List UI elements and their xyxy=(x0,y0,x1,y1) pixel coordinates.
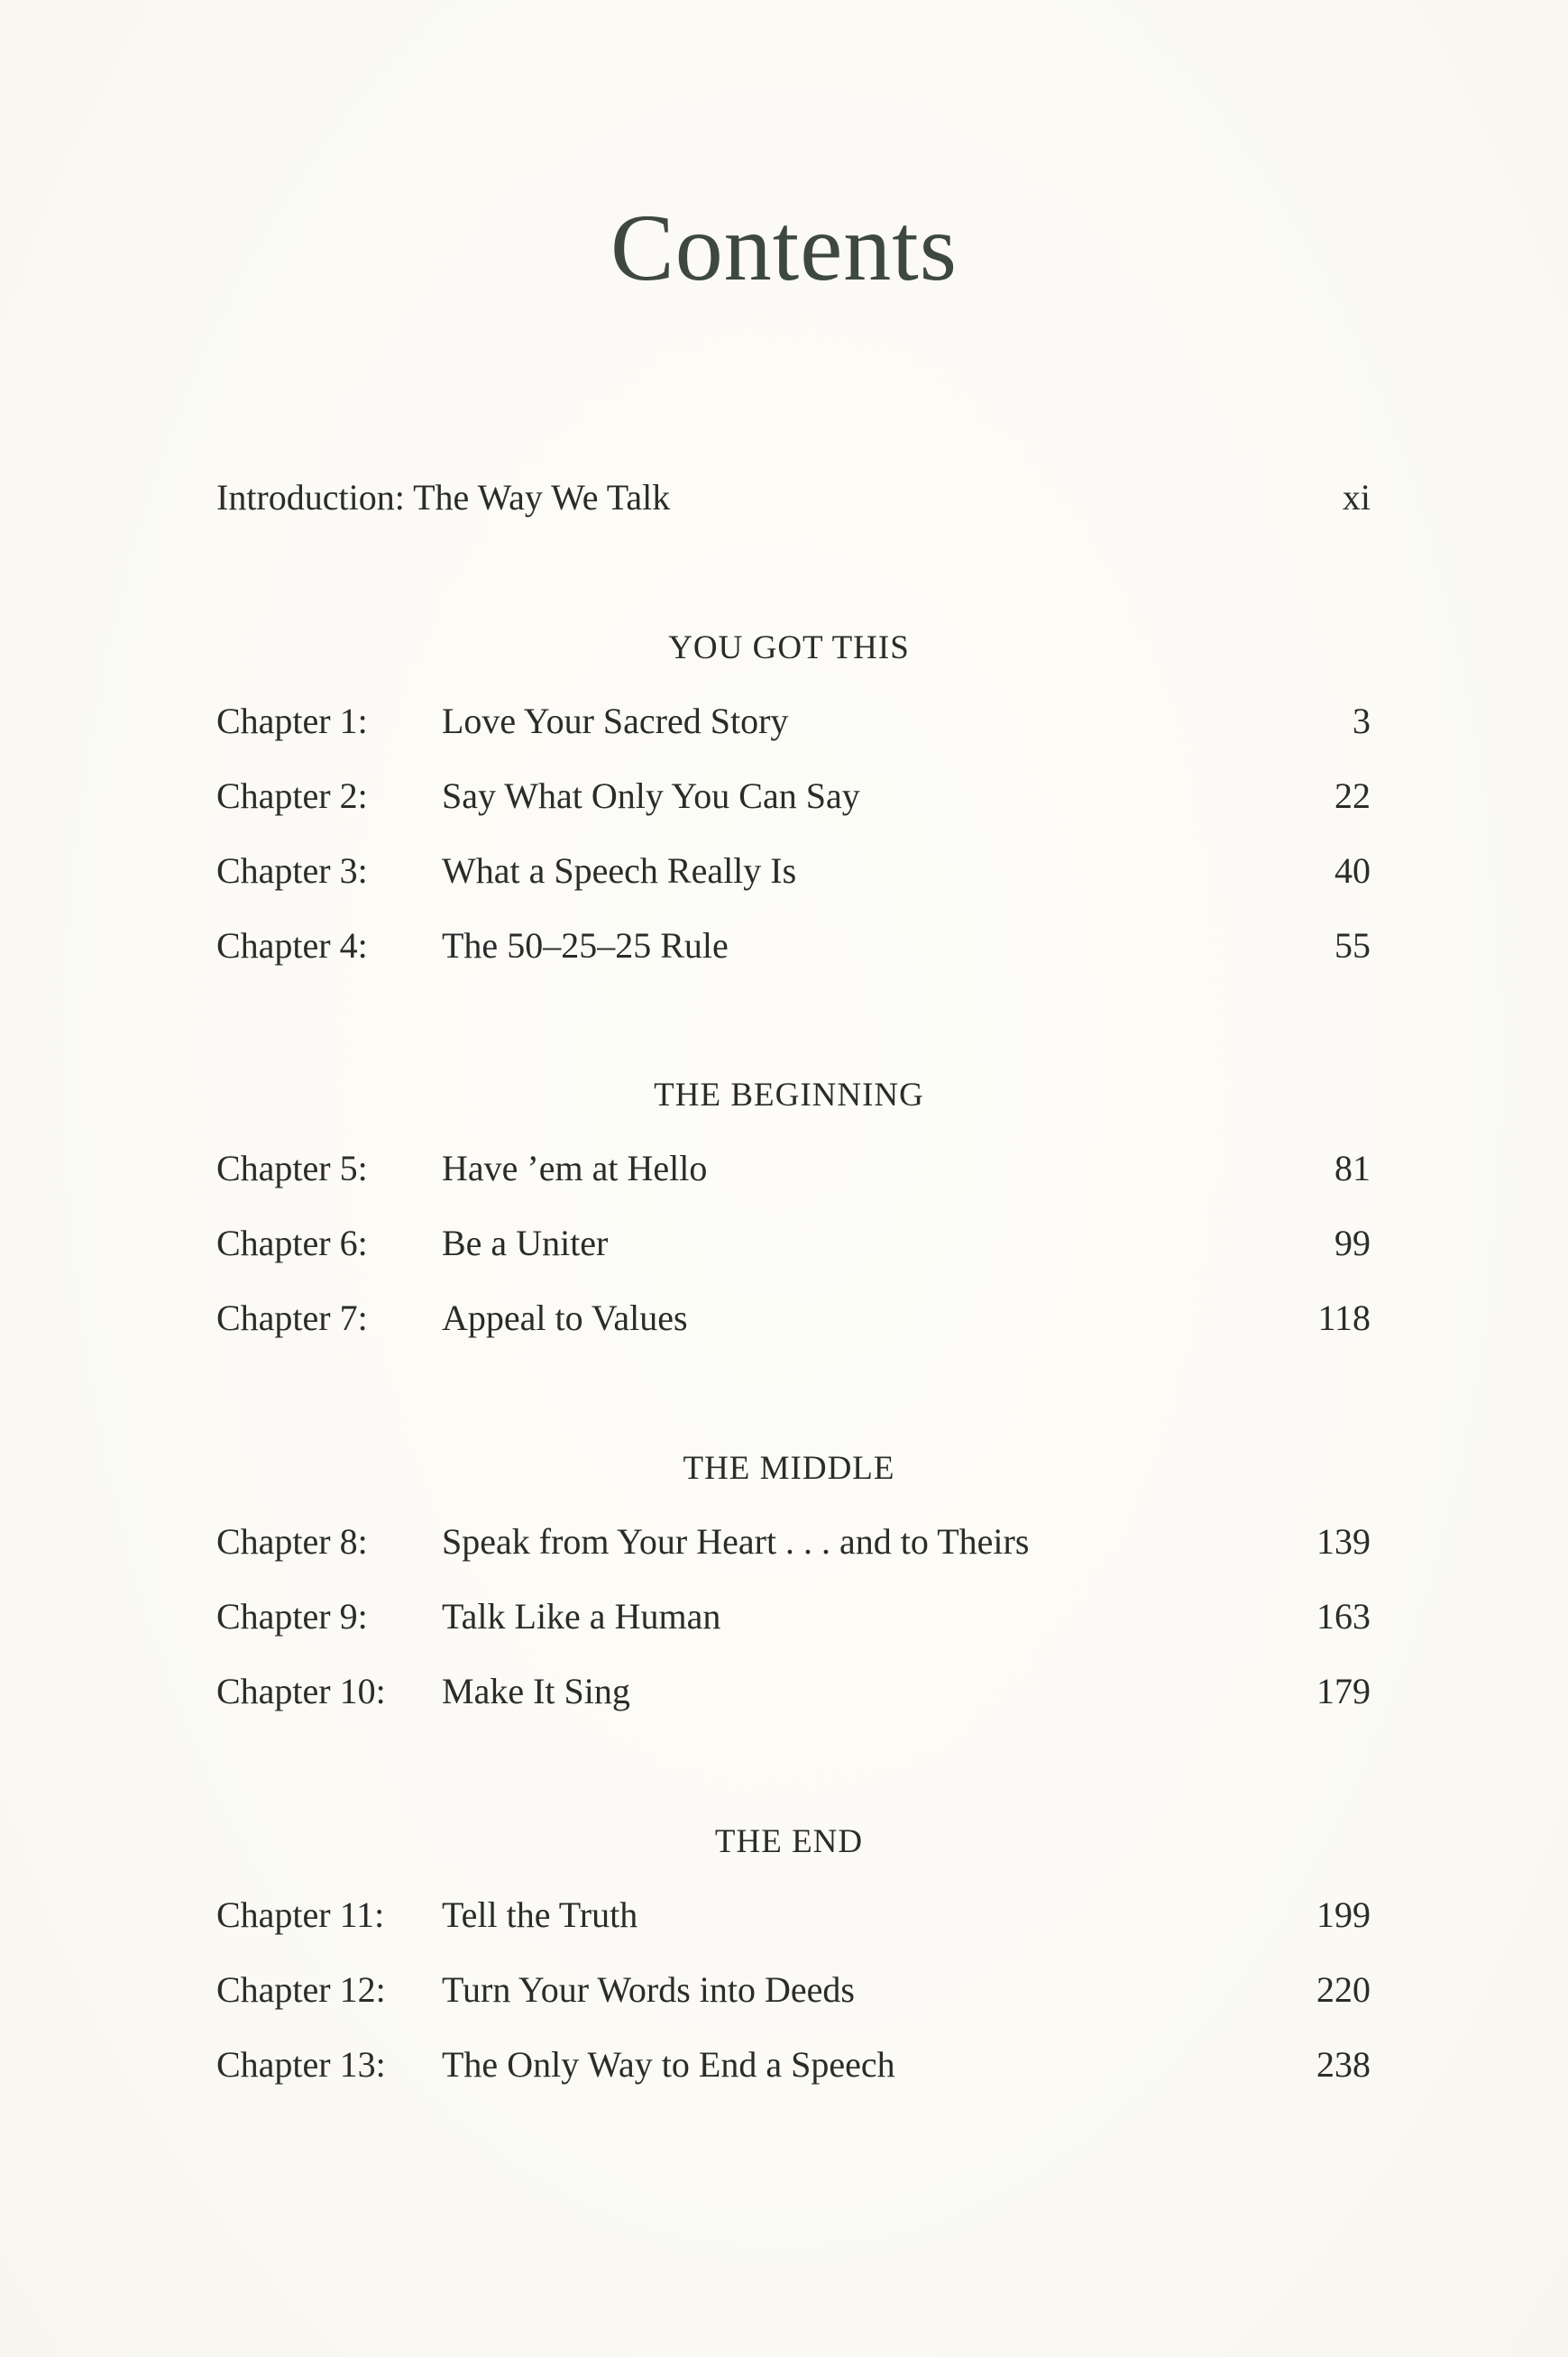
toc-entry-chapter-4[interactable] xyxy=(216,921,1371,971)
section-heading-the-middle: THE MIDDLE xyxy=(683,1450,895,1487)
toc-entry-chapter-3[interactable] xyxy=(216,846,1371,896)
toc-entry-title: Be a Uniter xyxy=(442,1223,609,1263)
toc-entry-label: Chapter 12: xyxy=(216,1969,386,2010)
toc-entry-chapter-9[interactable] xyxy=(216,1591,1371,1642)
toc-entry-page: 220 xyxy=(1316,1969,1371,2010)
toc-entry-page: 3 xyxy=(1353,701,1371,741)
toc-entry-page: 199 xyxy=(1316,1894,1371,1935)
toc-entry-page: 179 xyxy=(1316,1671,1371,1711)
toc-entry-label: Chapter 9: xyxy=(216,1596,368,1637)
toc-entry-title: The Only Way to End a Speech xyxy=(442,2044,895,2085)
toc-entry-label: Chapter 6: xyxy=(216,1223,368,1263)
section-heading-the-beginning: THE BEGINNING xyxy=(654,1077,924,1114)
toc-entry-chapter-13[interactable] xyxy=(216,2040,1371,2090)
toc-entry-page: 99 xyxy=(1334,1223,1371,1263)
toc-entry-chapter-7[interactable] xyxy=(216,1293,1371,1344)
toc-entry-page: 40 xyxy=(1334,850,1371,891)
toc-entry-title: Have ’em at Hello xyxy=(442,1148,708,1188)
toc-entry-page: 81 xyxy=(1334,1148,1371,1188)
toc-entry-label: Chapter 2: xyxy=(216,775,368,816)
toc-entry-chapter-10[interactable] xyxy=(216,1666,1371,1717)
toc-entry-title: Introduction: The Way We Talk xyxy=(216,477,671,518)
toc-entry-chapter-8[interactable] xyxy=(216,1517,1371,1567)
toc-entry-title: What a Speech Really Is xyxy=(442,850,797,891)
toc-entry-title: Make It Sing xyxy=(442,1671,630,1711)
toc-entry-page: xi xyxy=(1342,477,1371,518)
toc-entry-label: Chapter 11: xyxy=(216,1894,385,1935)
toc-entry-title: Appeal to Values xyxy=(442,1298,688,1338)
toc-entry-introduction[interactable] xyxy=(216,472,1371,523)
toc-entry-label: Chapter 10: xyxy=(216,1671,386,1711)
toc-entry-title: Turn Your Words into Deeds xyxy=(442,1969,855,2010)
toc-entry-label: Chapter 8: xyxy=(216,1521,368,1562)
toc-entry-label: Chapter 4: xyxy=(216,925,368,966)
toc-entry-title: Tell the Truth xyxy=(442,1894,638,1935)
toc-entry-chapter-1[interactable] xyxy=(216,696,1371,747)
toc-entry-chapter-2[interactable] xyxy=(216,771,1371,821)
toc-entry-page: 22 xyxy=(1334,775,1371,816)
toc-entry-page: 163 xyxy=(1316,1596,1371,1637)
toc-entry-label: Chapter 3: xyxy=(216,850,368,891)
toc-entry-label: Chapter 7: xyxy=(216,1298,368,1338)
toc-entry-chapter-11[interactable] xyxy=(216,1890,1371,1940)
toc-entry-title: Love Your Sacred Story xyxy=(442,701,789,741)
section-heading-the-end: THE END xyxy=(714,1823,864,1860)
toc-entry-title: The 50–25–25 Rule xyxy=(442,925,729,966)
page-title: Contents xyxy=(610,195,958,300)
toc-entry-label: Chapter 13: xyxy=(216,2044,386,2085)
toc-entry-title: Talk Like a Human xyxy=(442,1596,721,1637)
toc-entry-label: Chapter 5: xyxy=(216,1148,368,1188)
toc-entry-chapter-6[interactable] xyxy=(216,1218,1371,1269)
toc-entry-page: 238 xyxy=(1316,2044,1371,2085)
toc-entry-chapter-12[interactable] xyxy=(216,1965,1371,2015)
toc-entry-title: Say What Only You Can Say xyxy=(442,775,860,816)
toc-entry-title: Speak from Your Heart . . . and to Theirs xyxy=(442,1521,1030,1562)
toc-entry-chapter-5[interactable] xyxy=(216,1143,1371,1194)
section-heading-you-got-this: YOU GOT THIS xyxy=(668,629,910,666)
toc-entry-label: Chapter 1: xyxy=(216,701,368,741)
toc-entry-page: 118 xyxy=(1317,1298,1371,1338)
toc-entry-page: 139 xyxy=(1316,1521,1371,1562)
toc-entry-page: 55 xyxy=(1334,925,1371,966)
